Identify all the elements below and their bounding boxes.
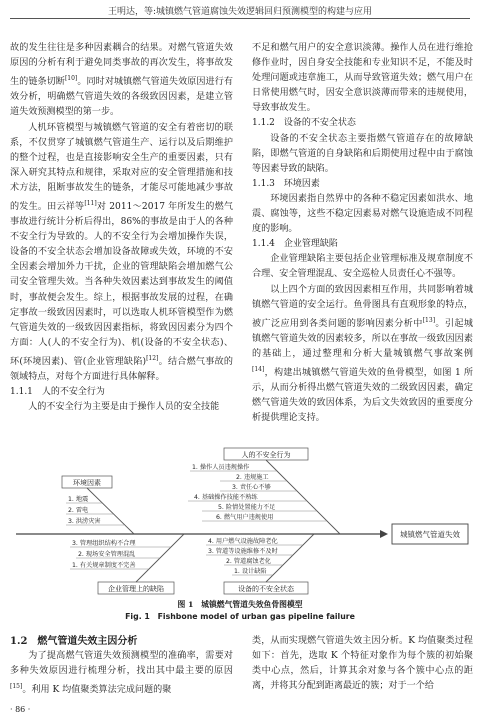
human-item-6: 6. 燃气用户违规使用 [216, 514, 274, 521]
mgmt-item-3: 3. 管理组织结构不合理 [72, 540, 136, 547]
heading-1-1-1: 1.1.1 人的不安全行为 [10, 387, 105, 398]
fishbone-head: 城镇燃气管道失效 [400, 530, 460, 539]
section-1-2-paragraph: 为了提高燃气管道失效预测模型的准确率，需要对多种失效原因进行梳理分析，找出其中最主要的原因[15]。利用 K 均值聚类算法完成问题的聚 [10, 651, 233, 696]
human-item-5: 5. 险情处置能力不足 [218, 504, 276, 511]
equip-item-2: 2. 管道腐蚀老化 [226, 558, 271, 565]
right-paragraph-2: 设备的不安全状态主要指燃气管道存在的故障缺陷，即燃气管道的自身缺陷和后期使用过程中由于腐蚀等因素导致的缺陷。 [252, 133, 473, 174]
equip-item-1: 1. 设计缺陷 [234, 568, 267, 575]
env-item-3: 3. 洪涝灾害 [68, 518, 101, 525]
left-paragraph-2: 人机环管模型与城镇燃气管道的安全有着密切的联系，不仅贯穿了城镇燃气管道生产、运行以及后期维护的整个过程，也是直接影响安全生产的重要因素，只有深入研究其特点和规律，采取对应的安全管理措施和技术方法，阻断事故发生的链条，才能尽可能地减少事故的发生。田云祥等[11]对 2011～2017 年所发生的燃气事故进行统计分析后得出，86%的事故是由于人的各种不安全行为导致的。人的不安全行为会增加操作失误，设备的不安全状态会增加设备故障或失效，环境的不安全因素会增加外力干扰，企业的管理缺陷会增加燃气公司安全管理失效。当各种失效因素达到事故发生的阈值时，事故便会发生。综上，根据事故发展的过程，在确定事故一级致因因素时，可以选取人机环管模型作为燃气管道失效的一级致因因素指标，将致因因素分为四个方面：人(人的不安全行为)、机(设备的不安全状态)、环(环境因素)、管(企业管理缺陷)[12]。结合燃气事故的领域特点，对每个方面进行具体解释。 [10, 122, 233, 383]
fishbone-diagram [10, 446, 472, 598]
left-paragraph-1: 故的发生往往是多种因素耦合的结果。对燃气管道失效原因的分析有利于避免同类事故的再次发生，将事故发生的链条切断[10]。同时对城镇燃气管道失效原因进行有效分析，明确燃气管道失效的各级致因因素，是建立管道失效预测模型的第一步。 [10, 43, 233, 118]
spine-arrowhead [380, 530, 388, 538]
category-env: 环境因素 [73, 479, 101, 487]
mgmt-item-2: 2. 现场安全管理混乱 [78, 551, 136, 558]
heading-1-1-4: 1.1.4 企业管理缺陷 [252, 239, 338, 250]
running-header: 王明达，等:城镇燃气管道腐蚀失效逻辑回归预测模型的构建与应用 [107, 7, 373, 17]
right-paragraph-5: 以上四个方面的致因因素相互作用，共同影响着城镇燃气管道的安全运行。鱼骨图具有直观形象的特点，被广泛应用到各类问题的影响因素分析中[13]。引起城镇燃气管道失效的因素较多，所以在事故一级致因因素的基础上，通过整理和分析大量城镇燃气事故案例[14]，构建出城镇燃气管道失效的鱼骨模型，如图 1 所示，从而分析得出燃气管道失效的二级致因因素，确定燃气管道失效的致因体系，为后文失效致因的重要度分析提供理论支持。 [252, 284, 473, 424]
figure-caption-en: Fig. 1 Fishbone model of urban gas pipeline failure [125, 612, 355, 621]
mgmt-item-1: 1. 有关规章制度不完善 [72, 562, 136, 569]
category-human: 人的不安全行为 [241, 451, 291, 459]
right-column [252, 41, 473, 426]
section-1-2 [10, 634, 233, 698]
left-paragraph-3: 人的不安全行为主要是由于操作人员的安全技能 [28, 402, 220, 413]
right-paragraph-1: 不足和燃气用户的安全意识淡薄。操作人员在进行维抢修作业时，因自身安全技能和专业知识不足，不能及时处理问题或违章施工，从而导致管道失效；燃气用户在日常使用燃气时，因安全意识淡薄而带来的违规使用，导致事故发生。 [252, 43, 473, 114]
human-item-1: 1. 操作人员违规操作 [192, 464, 250, 471]
bottom-right-column [252, 634, 473, 694]
env-item-1: 1. 地震 [68, 496, 89, 503]
equip-item-4: 4. 用户燃气设施故障老化 [208, 538, 278, 545]
right-paragraph-4: 企业管理缺陷主要包括企业管理标准及规章制度不合理、安全管理混乱、安全巡检人员责任心不强等。 [252, 254, 473, 280]
heading-1-1-3: 1.1.3 环境因素 [252, 178, 320, 189]
left-column [10, 41, 233, 415]
human-item-2: 2. 违规施工 [236, 474, 269, 481]
figure-caption-cn: 图 1 城镇燃气管道失效鱼骨图模型 [177, 600, 303, 609]
human-item-4: 4. 基础操作技能不熟练 [194, 494, 258, 501]
page-number: · 86 · [10, 705, 31, 714]
category-mgmt: 企业管理上的缺陷 [108, 585, 164, 593]
heading-1-1-2: 1.1.2 设备的不安全状态 [252, 118, 356, 129]
category-equip: 设备的不安全状态 [238, 585, 294, 593]
bone-human [266, 460, 340, 534]
env-item-2: 2. 雷电 [68, 507, 89, 514]
bone-env [87, 488, 134, 534]
right-paragraph-3: 环境因素指自然界中的各种不稳定因素如洪水、地震、腐蚀等，这些不稳定因素易对燃气设施造成不同程度的影响。 [252, 193, 473, 235]
human-item-3: 3. 责任心不够 [232, 484, 271, 491]
bottom-right-paragraph: 类，从而实现燃气管道失效主因分析。K 均值聚类过程如下：首先，选取 K 个特征对象作为每个簇的初始聚类中心点，然后，计算其余对象与各个簇中心点的距离，并将其分配到距离最近的簇；对于一个给 [252, 636, 473, 692]
header-rule [10, 18, 470, 19]
section-1-2-title: 1.2 燃气管道失效主因分析 [10, 636, 138, 647]
equip-item-3: 3. 管道等设施维修不及时 [208, 548, 278, 555]
